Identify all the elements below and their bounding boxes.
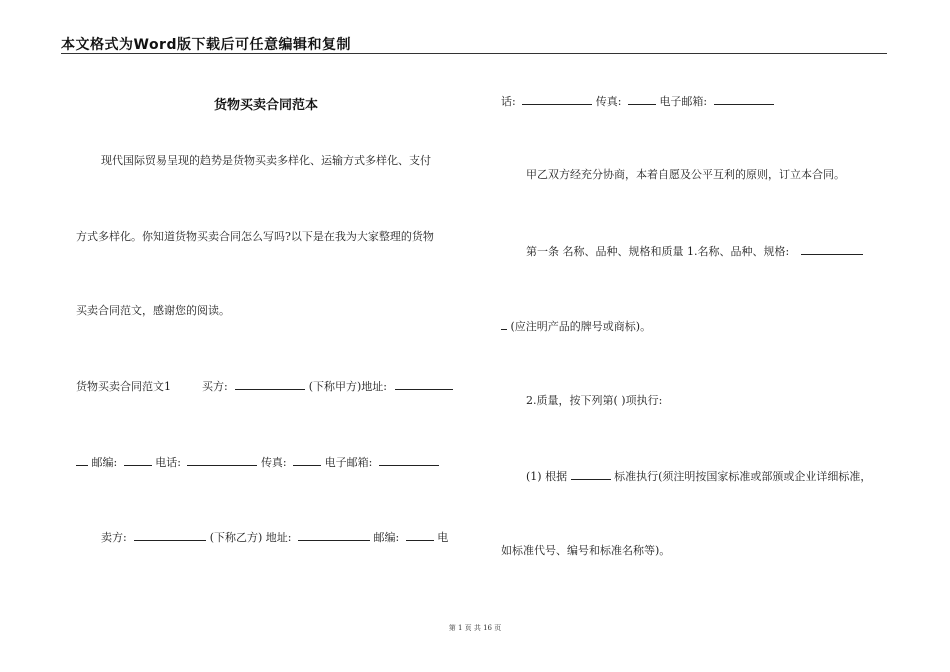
buyer-name-blank xyxy=(235,379,305,390)
standard-1-blank xyxy=(571,469,611,480)
fax-blank xyxy=(293,455,321,466)
seller-line xyxy=(101,530,448,544)
brand-note: (应注明产品的牌号或商标)。 xyxy=(510,320,652,333)
article-1-line xyxy=(526,244,863,258)
article-1-text: 第一条 名称、品种、规格和质量 1.名称、品种、规格: xyxy=(526,245,790,258)
seller-postcode-label: 邮编: xyxy=(373,531,400,544)
page-footer: 第 1 页 共 16 页 xyxy=(448,624,502,632)
standard-1-suffix: 标准执行(须注明按国家标准或部颁或企业详细标准， xyxy=(614,470,872,483)
seller-fax-label: 传真: xyxy=(595,95,622,108)
standard-1-line xyxy=(526,469,871,483)
document-title: 货物买卖合同范本 xyxy=(213,98,318,113)
standard-1-prefix: (1) 根据 xyxy=(526,470,568,483)
email-blank xyxy=(379,455,439,466)
email-label: 电子邮箱: xyxy=(324,456,373,469)
article-1-blank xyxy=(801,244,863,255)
buyer-address-blank xyxy=(395,379,453,390)
intro-line-2: 方式多样化。你知道货物买卖合同怎么写吗?以下是在我为大家整理的货物 xyxy=(76,230,434,243)
postcode-label: 邮编: xyxy=(91,456,118,469)
header-title: 本文格式为Word版下载后可任意编辑和复制 xyxy=(61,37,351,53)
brand-note-line xyxy=(501,319,651,333)
seller-phone-blank xyxy=(522,94,592,105)
seller-contact-line xyxy=(501,94,774,108)
postcode-blank xyxy=(124,455,152,466)
seller-alias: (下称乙方) 地址: xyxy=(209,531,292,544)
buyer-label: 买方: xyxy=(202,380,228,393)
fax-label: 传真: xyxy=(260,456,287,469)
seller-label: 卖方: xyxy=(101,531,127,544)
seller-name-blank xyxy=(134,530,206,541)
spec-cont-blank xyxy=(501,319,507,330)
intro-line-3: 买卖合同范文，感谢您的阅读。 xyxy=(76,304,230,317)
page-header xyxy=(61,34,887,54)
buyer-alias: (下称甲方)地址: xyxy=(308,380,388,393)
phone-blank xyxy=(187,455,257,466)
agreement-line: 甲乙双方经充分协商，本着自愿及公平互利的原则，订立本合同。 xyxy=(526,168,845,181)
phone-end-label: 话: xyxy=(501,95,516,108)
phone-label: 电话: xyxy=(155,456,181,469)
seller-email-label: 电子邮箱: xyxy=(659,95,708,108)
seller-phone-start: 电 xyxy=(437,531,449,544)
buyer-heading: 货物买卖合同范文1 xyxy=(76,380,171,393)
intro-line-1: 现代国际贸易呈现的趋势是货物买卖多样化、运输方式多样化、支付 xyxy=(101,154,431,167)
seller-postcode-blank xyxy=(406,530,434,541)
seller-email-blank xyxy=(714,94,774,105)
buyer-contact-line xyxy=(76,455,439,469)
seller-address-blank xyxy=(298,530,370,541)
address-cont-blank xyxy=(76,455,88,466)
seller-fax-blank xyxy=(628,94,656,105)
buyer-line xyxy=(76,379,453,393)
quality-line: 2.质量，按下列第( )项执行: xyxy=(526,394,663,407)
standard-1-cont: 如标准代号、编号和标准名称等)。 xyxy=(501,544,671,557)
